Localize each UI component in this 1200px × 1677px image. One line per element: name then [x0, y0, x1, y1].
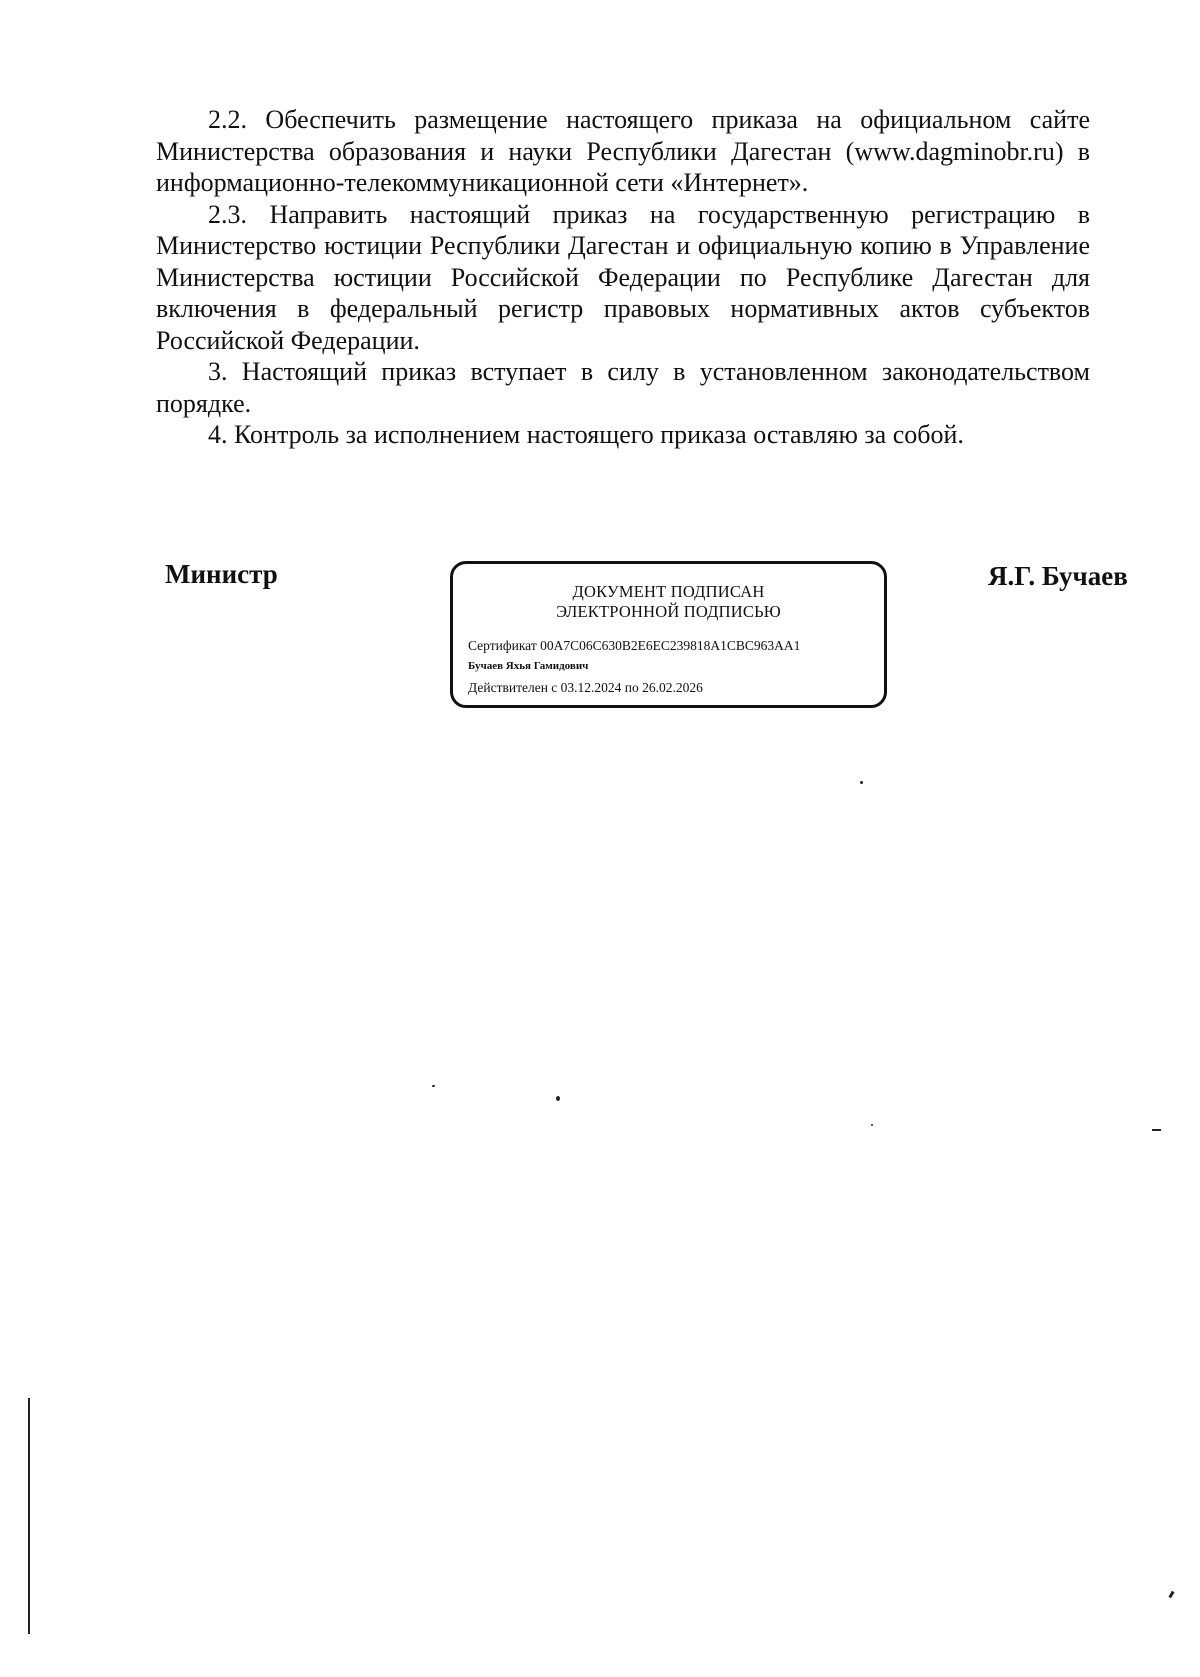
scan-speck	[556, 1096, 560, 1101]
paragraph-4: 4. Контроль за исполнением настоящего приказа оставляю за собой.	[208, 420, 964, 449]
scan-edge-line	[28, 1398, 30, 1634]
stamp-validity: Действителен с 03.12.2024 по 26.02.2026	[468, 680, 703, 695]
electronic-signature-stamp	[450, 561, 887, 708]
stamp-heading-line-1: ДОКУМЕНТ ПОДПИСАН	[572, 582, 765, 601]
scan-speck	[871, 1124, 873, 1126]
stamp-heading-line-2: ЭЛЕКТРОННОЙ ПОДПИСЬЮ	[556, 602, 781, 621]
paragraph-2-3: 2.3. Направить настоящий приказ на государственную регистрацию в Министерство юстиции Республики Дагестан и официальную копию в Управление Министерства юстиции Российской Федерации по Республике Дагестан для включения в федеральный регистр правовых нормативных актов субъектов Российской Федерации.	[156, 199, 1090, 355]
scan-speck	[860, 781, 863, 784]
signatory-name: Я.Г. Бучаев	[988, 561, 1128, 591]
stamp-owner: Бучаев Яхья Гамидович	[468, 660, 589, 672]
stamp-heading	[453, 582, 884, 622]
stamp-certificate: Сертификат 00A7C06C630B2E6EC239818A1CBC963AA1	[468, 638, 801, 653]
scan-speck	[432, 1085, 435, 1087]
scan-mark	[1168, 1591, 1174, 1599]
paragraph-3: 3. Настоящий приказ вступает в силу в установленном законодательством порядке.	[156, 357, 1090, 418]
signatory-position: Министр	[165, 559, 278, 589]
document-body	[156, 104, 1090, 451]
scan-mark	[1152, 1129, 1161, 1131]
paragraph-2-2: 2.2. Обеспечить размещение настоящего приказа на официальном сайте Министерства образования и науки Республики Дагестан (www.dagminobr.ru) в информационно-телекоммуникационной сети «Интернет».	[156, 105, 1090, 197]
